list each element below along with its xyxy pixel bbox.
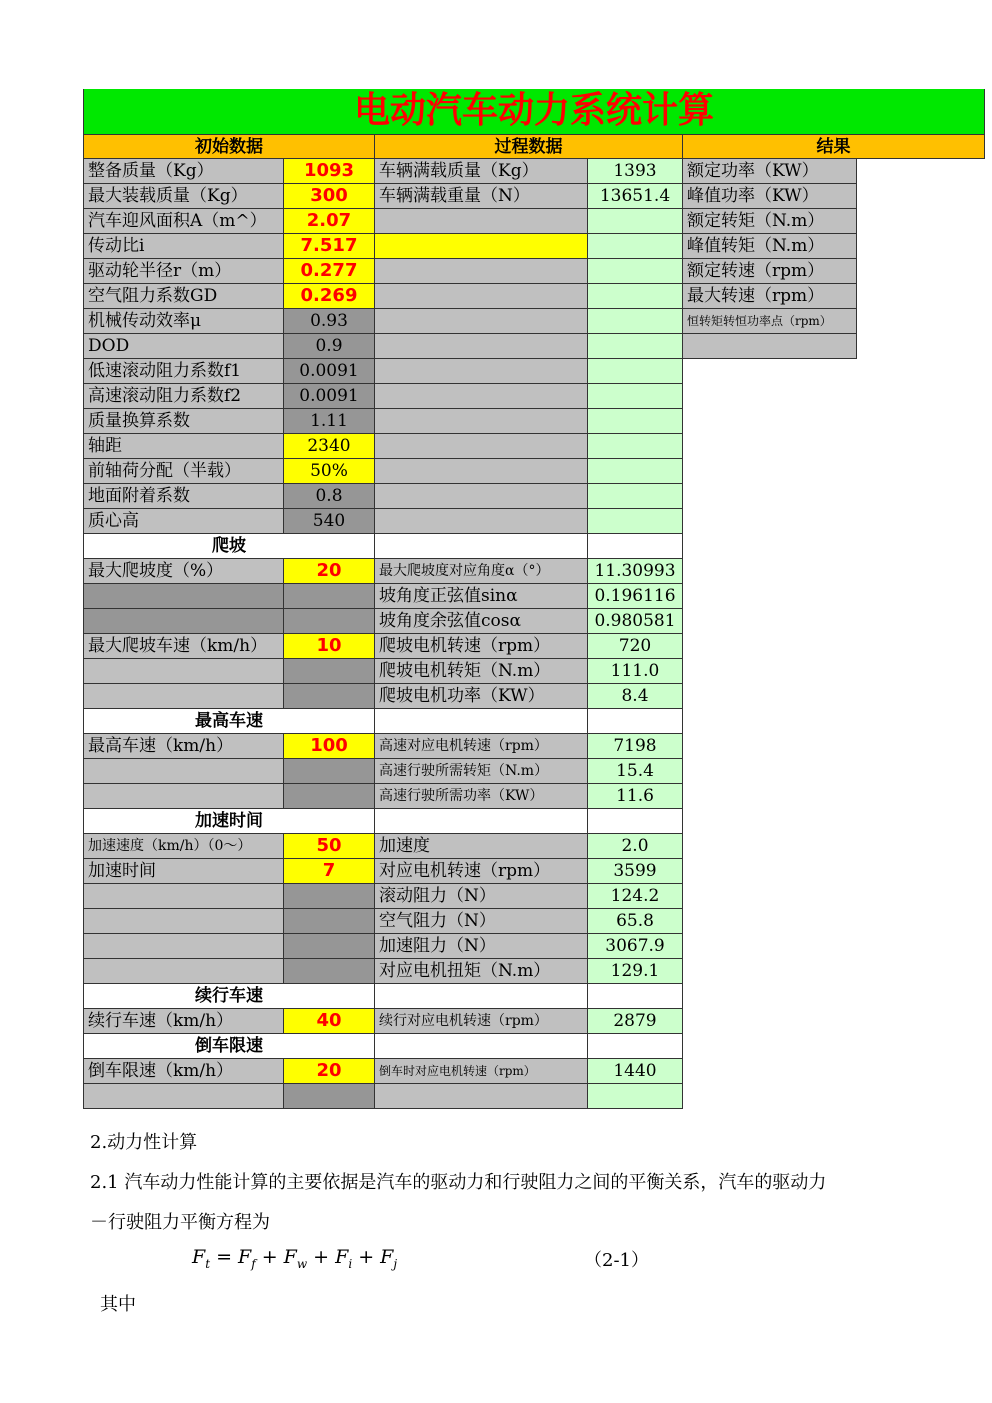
- accel-process-label: 加速度: [375, 834, 588, 859]
- top-speed-process-value: 11.6: [588, 784, 683, 809]
- blank: [84, 1084, 284, 1109]
- initial-value: 50%: [284, 459, 375, 484]
- process-value-empty: [588, 234, 683, 259]
- accel-process-value: 2.0: [588, 834, 683, 859]
- blank: [375, 1084, 588, 1109]
- result-label: 额定转矩（N.m）: [683, 209, 857, 234]
- blank: [84, 784, 284, 809]
- result-label: 额定转速（rpm）: [683, 259, 857, 284]
- accel-process-label: 对应电机转速（rpm）: [375, 859, 588, 884]
- cruise-process-label: 续行对应电机转速（rpm）: [375, 1009, 588, 1034]
- section-cruise: 续行车速: [84, 984, 375, 1009]
- process-value: 1393: [588, 159, 683, 184]
- initial-value: 0.0091: [284, 384, 375, 409]
- initial-label: 传动比i: [84, 234, 284, 259]
- initial-label: 前轴荷分配（半载）: [84, 459, 284, 484]
- accel-process-label: 加速阻力（N）: [375, 934, 588, 959]
- accel-time-label: 加速时间: [84, 859, 284, 884]
- initial-value: 0.277: [284, 259, 375, 284]
- process-empty: [375, 384, 588, 409]
- accel-process-value: 124.2: [588, 884, 683, 909]
- initial-label: 质心高: [84, 509, 284, 534]
- accel-process-label: 对应电机扭矩（N.m）: [375, 959, 588, 984]
- formula: [192, 1246, 397, 1271]
- process-value-empty: [588, 484, 683, 509]
- accel-process-value: 129.1: [588, 959, 683, 984]
- process-value-empty: [588, 459, 683, 484]
- blank: [375, 984, 588, 1009]
- blank: [284, 934, 375, 959]
- reverse-label: 倒车限速（km/h）: [84, 1059, 284, 1084]
- blank: [375, 1034, 588, 1059]
- blank: [84, 659, 284, 684]
- blank: [284, 959, 375, 984]
- initial-label: 质量换算系数: [84, 409, 284, 434]
- climb-label: 最大爬坡度（%）: [84, 559, 284, 584]
- accel-process-value: 65.8: [588, 909, 683, 934]
- blank: [284, 784, 375, 809]
- blank: [84, 584, 284, 609]
- header-process: 过程数据: [375, 135, 683, 159]
- process-empty: [375, 309, 588, 334]
- top-speed-value: 100: [284, 734, 375, 759]
- initial-label: 汽车迎风面积A（m^）: [84, 209, 284, 234]
- initial-value: 540: [284, 509, 375, 534]
- top-speed-process-label: 高速对应电机转速（rpm）: [375, 734, 588, 759]
- formula-lhs: F: [192, 1246, 206, 1268]
- process-label: 车辆满载重量（N）: [375, 184, 588, 209]
- climb-process-value: 11.30993: [588, 559, 683, 584]
- accel-process-value: 3599: [588, 859, 683, 884]
- initial-label: 机械传动效率μ: [84, 309, 284, 334]
- process-empty: [375, 459, 588, 484]
- equation-number: （2-1）: [584, 1250, 649, 1271]
- climb-process-value: 0.980581: [588, 609, 683, 634]
- result-label: 最大转速（rpm）: [683, 284, 857, 309]
- reverse-value: 20: [284, 1059, 375, 1084]
- initial-label: 驱动轮半径r（m）: [84, 259, 284, 284]
- blank: [84, 884, 284, 909]
- climb-process-value: 8.4: [588, 684, 683, 709]
- accel-time-value: 7: [284, 859, 375, 884]
- initial-label: 高速滚动阻力系数f2: [84, 384, 284, 409]
- page-title: 电动汽车动力系统计算: [84, 89, 985, 135]
- process-empty: [375, 284, 588, 309]
- climb-process-value: 720: [588, 634, 683, 659]
- top-speed-process-value: 7198: [588, 734, 683, 759]
- initial-value: 0.269: [284, 284, 375, 309]
- blank: [284, 684, 375, 709]
- blank: [375, 709, 588, 734]
- paragraph-line-1: 2.1 汽车动力性能计算的主要依据是汽车的驱动力和行驶阻力之间的平衡关系，汽车的驱动力: [90, 1172, 827, 1193]
- blank: [84, 934, 284, 959]
- process-value-empty: [588, 284, 683, 309]
- process-label: 车辆满载质量（Kg）: [375, 159, 588, 184]
- initial-value: 0.9: [284, 334, 375, 359]
- result-empty: [683, 334, 857, 359]
- reverse-process-label: 倒车时对应电机转速（rpm）: [375, 1059, 588, 1084]
- process-empty: [375, 434, 588, 459]
- blank: [375, 809, 588, 834]
- formula-rhs: = $F_f + F_w + F_i + F_j$: [216, 1246, 398, 1271]
- initial-value: 1093: [284, 159, 375, 184]
- header-result: 结果: [683, 135, 985, 159]
- result-label: 恒转矩转恒功率点（rpm）: [683, 309, 857, 334]
- top-speed-process-value: 15.4: [588, 759, 683, 784]
- top-speed-process-label: 高速行驶所需功率（KW）: [375, 784, 588, 809]
- process-empty: [375, 209, 588, 234]
- process-value-empty: [588, 334, 683, 359]
- process-empty: [375, 484, 588, 509]
- climb-process-label: 爬坡电机转速（rpm）: [375, 634, 588, 659]
- process-value-empty: [588, 509, 683, 534]
- process-value-empty: [588, 309, 683, 334]
- climb-process-value: 0.196116: [588, 584, 683, 609]
- initial-label: 低速滚动阻力系数f1: [84, 359, 284, 384]
- climb-process-label: 坡角度正弦值sinα: [375, 584, 588, 609]
- blank: [84, 959, 284, 984]
- initial-value: 2340: [284, 434, 375, 459]
- section-top-speed: 最高车速: [84, 709, 375, 734]
- process-value-empty: [588, 209, 683, 234]
- process-value-empty: [588, 259, 683, 284]
- top-speed-process-label: 高速行驶所需转矩（N.m）: [375, 759, 588, 784]
- initial-value: 2.07: [284, 209, 375, 234]
- process-empty: [375, 409, 588, 434]
- accel-speed-label: 加速速度（km/h）（0～）: [84, 834, 284, 859]
- climb-process-label: 爬坡电机转矩（N.m）: [375, 659, 588, 684]
- blank: [588, 709, 683, 734]
- result-label: 额定功率（KW）: [683, 159, 857, 184]
- blank: [284, 909, 375, 934]
- cruise-value: 40: [284, 1009, 375, 1034]
- accel-process-label: 空气阻力（N）: [375, 909, 588, 934]
- initial-label: DOD: [84, 334, 284, 359]
- process-empty: [375, 234, 588, 259]
- initial-label: 轴距: [84, 434, 284, 459]
- climb-value: 10: [284, 634, 375, 659]
- blank: [588, 534, 683, 559]
- blank: [375, 534, 588, 559]
- climb-label: 最大爬坡车速（km/h）: [84, 634, 284, 659]
- initial-value: 7.517: [284, 234, 375, 259]
- blank: [284, 609, 375, 634]
- initial-label: 空气阻力系数GD: [84, 284, 284, 309]
- section-heading: 2.动力性计算: [90, 1132, 198, 1153]
- process-value-empty: [588, 434, 683, 459]
- result-label: 峰值转矩（N.m）: [683, 234, 857, 259]
- section-climb: 爬坡: [84, 534, 375, 559]
- section-accel: 加速时间: [84, 809, 375, 834]
- initial-label: 整备质量（Kg）: [84, 159, 284, 184]
- climb-process-value: 111.0: [588, 659, 683, 684]
- climb-value: 20: [284, 559, 375, 584]
- blank: [588, 809, 683, 834]
- process-value-empty: [588, 359, 683, 384]
- blank: [284, 759, 375, 784]
- blank: [284, 884, 375, 909]
- initial-value: 0.0091: [284, 359, 375, 384]
- initial-value: 300: [284, 184, 375, 209]
- accel-process-label: 滚动阻力（N）: [375, 884, 588, 909]
- process-empty: [375, 334, 588, 359]
- process-empty: [375, 259, 588, 284]
- header-initial: 初始数据: [84, 135, 375, 159]
- climb-process-label: 爬坡电机功率（KW）: [375, 684, 588, 709]
- blank: [284, 659, 375, 684]
- top-speed-label: 最高车速（km/h）: [84, 734, 284, 759]
- blank: [84, 759, 284, 784]
- accel-process-value: 3067.9: [588, 934, 683, 959]
- process-empty: [375, 359, 588, 384]
- initial-value: 1.11: [284, 409, 375, 434]
- reverse-process-value: 1440: [588, 1059, 683, 1084]
- accel-speed-value: 50: [284, 834, 375, 859]
- cut-text: 其中: [100, 1294, 136, 1315]
- sheet-left-border: [83, 89, 84, 1109]
- process-empty: [375, 509, 588, 534]
- initial-label: 最大装载质量（Kg）: [84, 184, 284, 209]
- blank: [588, 1034, 683, 1059]
- blank: [588, 984, 683, 1009]
- section-reverse: 倒车限速: [84, 1034, 375, 1059]
- process-value-empty: [588, 384, 683, 409]
- blank: [84, 684, 284, 709]
- initial-value: 0.93: [284, 309, 375, 334]
- climb-process-label: 坡角度余弦值cosα: [375, 609, 588, 634]
- paragraph-line-2: －行驶阻力平衡方程为: [90, 1212, 270, 1233]
- initial-label: 地面附着系数: [84, 484, 284, 509]
- blank: [284, 1084, 375, 1109]
- blank: [284, 584, 375, 609]
- cruise-label: 续行车速（km/h）: [84, 1009, 284, 1034]
- blank: [84, 609, 284, 634]
- formula-lhs-sub: t: [205, 1256, 211, 1271]
- blank: [84, 909, 284, 934]
- process-value-empty: [588, 409, 683, 434]
- blank: [588, 1084, 683, 1109]
- result-label: 峰值功率（KW）: [683, 184, 857, 209]
- climb-process-label: 最大爬坡度对应角度α（°）: [375, 559, 588, 584]
- cruise-process-value: 2879: [588, 1009, 683, 1034]
- initial-value: 0.8: [284, 484, 375, 509]
- process-value: 13651.4: [588, 184, 683, 209]
